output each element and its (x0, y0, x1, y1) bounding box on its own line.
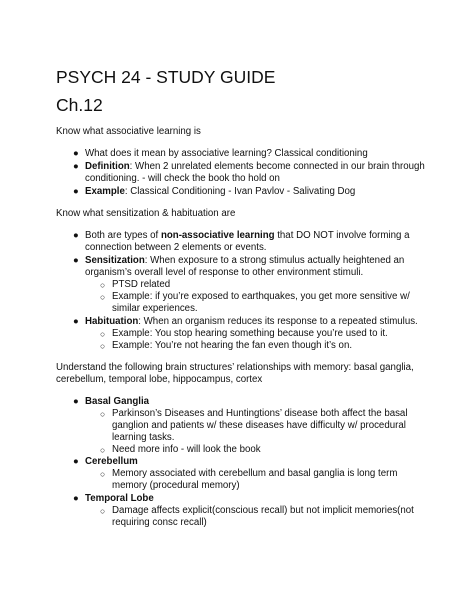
sub-bullet-icon: ○ (100, 506, 106, 516)
section-brain-structures-prompt-continuation: cerebellum, temporal lobe, hippocampus, cortex (56, 374, 263, 385)
habituation-label: Habituation (85, 316, 139, 327)
bullet-icon: ● (73, 456, 79, 467)
list-item (85, 161, 425, 172)
sub-list-item-continuation: ganglion and patients w/ these diseases have difficulty w/ procedural (112, 420, 406, 431)
cerebellum-heading: Cerebellum (85, 456, 138, 467)
sub-list-item-continuation: learning tasks. (112, 432, 175, 443)
sub-list-item: PTSD related (112, 279, 171, 290)
sensitization-label: Sensitization (85, 255, 145, 266)
sub-list-item-continuation: memory (procedural memory) (112, 480, 240, 491)
bullet-icon: ● (73, 148, 79, 159)
list-item (85, 230, 410, 241)
sub-bullet-icon: ○ (100, 409, 106, 419)
non-associative-term: non-associative learning (160, 230, 275, 241)
bullet-icon: ● (73, 161, 79, 172)
list-item (85, 316, 418, 327)
sub-list-item: Parkinson’s Diseases and Huntingtions’ disease both affect the basal (112, 408, 408, 419)
sub-list-item: Example: You stop hearing something because you’re used to it. (112, 328, 388, 339)
bullet-icon: ● (73, 316, 79, 327)
sub-bullet-icon: ○ (100, 445, 106, 455)
sensitization-text: : When exposure to a strong stimulus actually heightened an (144, 255, 405, 266)
section-sensitization-prompt: Know what sensitization & habituation are (56, 208, 236, 219)
sub-bullet-icon: ○ (100, 280, 106, 290)
bullet-icon: ● (73, 186, 79, 197)
bullet-icon: ● (73, 230, 79, 241)
sub-bullet-icon: ○ (100, 469, 106, 479)
list-item-continuation: conditioning. - will check the book tho hold on (85, 173, 280, 184)
habituation-text: : When an organism reduces its response to a repeated stimulus. (138, 316, 418, 327)
sub-list-item-continuation: similar experiences. (112, 303, 198, 314)
sub-list-item: Damage affects explicit(conscious recall) but not implicit memories(not (112, 505, 414, 516)
temporal-lobe-heading: Temporal Lobe (85, 493, 154, 504)
list-item-continuation: connection between 2 elements or events. (85, 242, 267, 253)
example-text: : Classical Conditioning - Ivan Pavlov - Salivating Dog (124, 186, 356, 197)
example-label: Example (85, 186, 125, 197)
text-run: that DO NOT involve forming a (274, 230, 410, 241)
bullet-icon: ● (73, 493, 79, 504)
bullet-icon: ● (73, 255, 79, 266)
definition-label: Definition (85, 161, 130, 172)
section-brain-structures-prompt: Understand the following brain structures’ relationships with memory: basal ganglia, (56, 362, 414, 373)
sub-bullet-icon: ○ (100, 341, 106, 351)
sub-list-item: Memory associated with cerebellum and basal ganglia is long term (112, 468, 398, 479)
basal-ganglia-heading: Basal Ganglia (85, 396, 150, 407)
definition-text: : When 2 unrelated elements become connected in our brain through (129, 161, 425, 172)
bullet-icon: ● (73, 396, 79, 407)
sub-bullet-icon: ○ (100, 329, 106, 339)
page-title: PSYCH 24 - STUDY GUIDE (56, 67, 276, 87)
chapter-heading: Ch.12 (56, 95, 103, 115)
sub-list-item-continuation: requiring consc recall) (112, 517, 207, 528)
sub-list-item: Need more info - will look the book (112, 444, 261, 455)
list-item (85, 255, 404, 266)
sub-list-item: Example: You’re not hearing the fan even though it’s on. (112, 340, 353, 351)
list-item: What does it mean by associative learning? Classical conditioning (85, 148, 368, 159)
text-run: Both are types of (85, 230, 161, 241)
sub-list-item: Example: if you’re exposed to earthquakes, you get more sensitive w/ (112, 291, 410, 302)
sub-bullet-icon: ○ (100, 292, 106, 302)
section-associative-prompt: Know what associative learning is (56, 126, 201, 137)
list-item-continuation: organism’s overall level of response to other environment stimuli. (85, 267, 364, 278)
list-item (85, 186, 355, 197)
